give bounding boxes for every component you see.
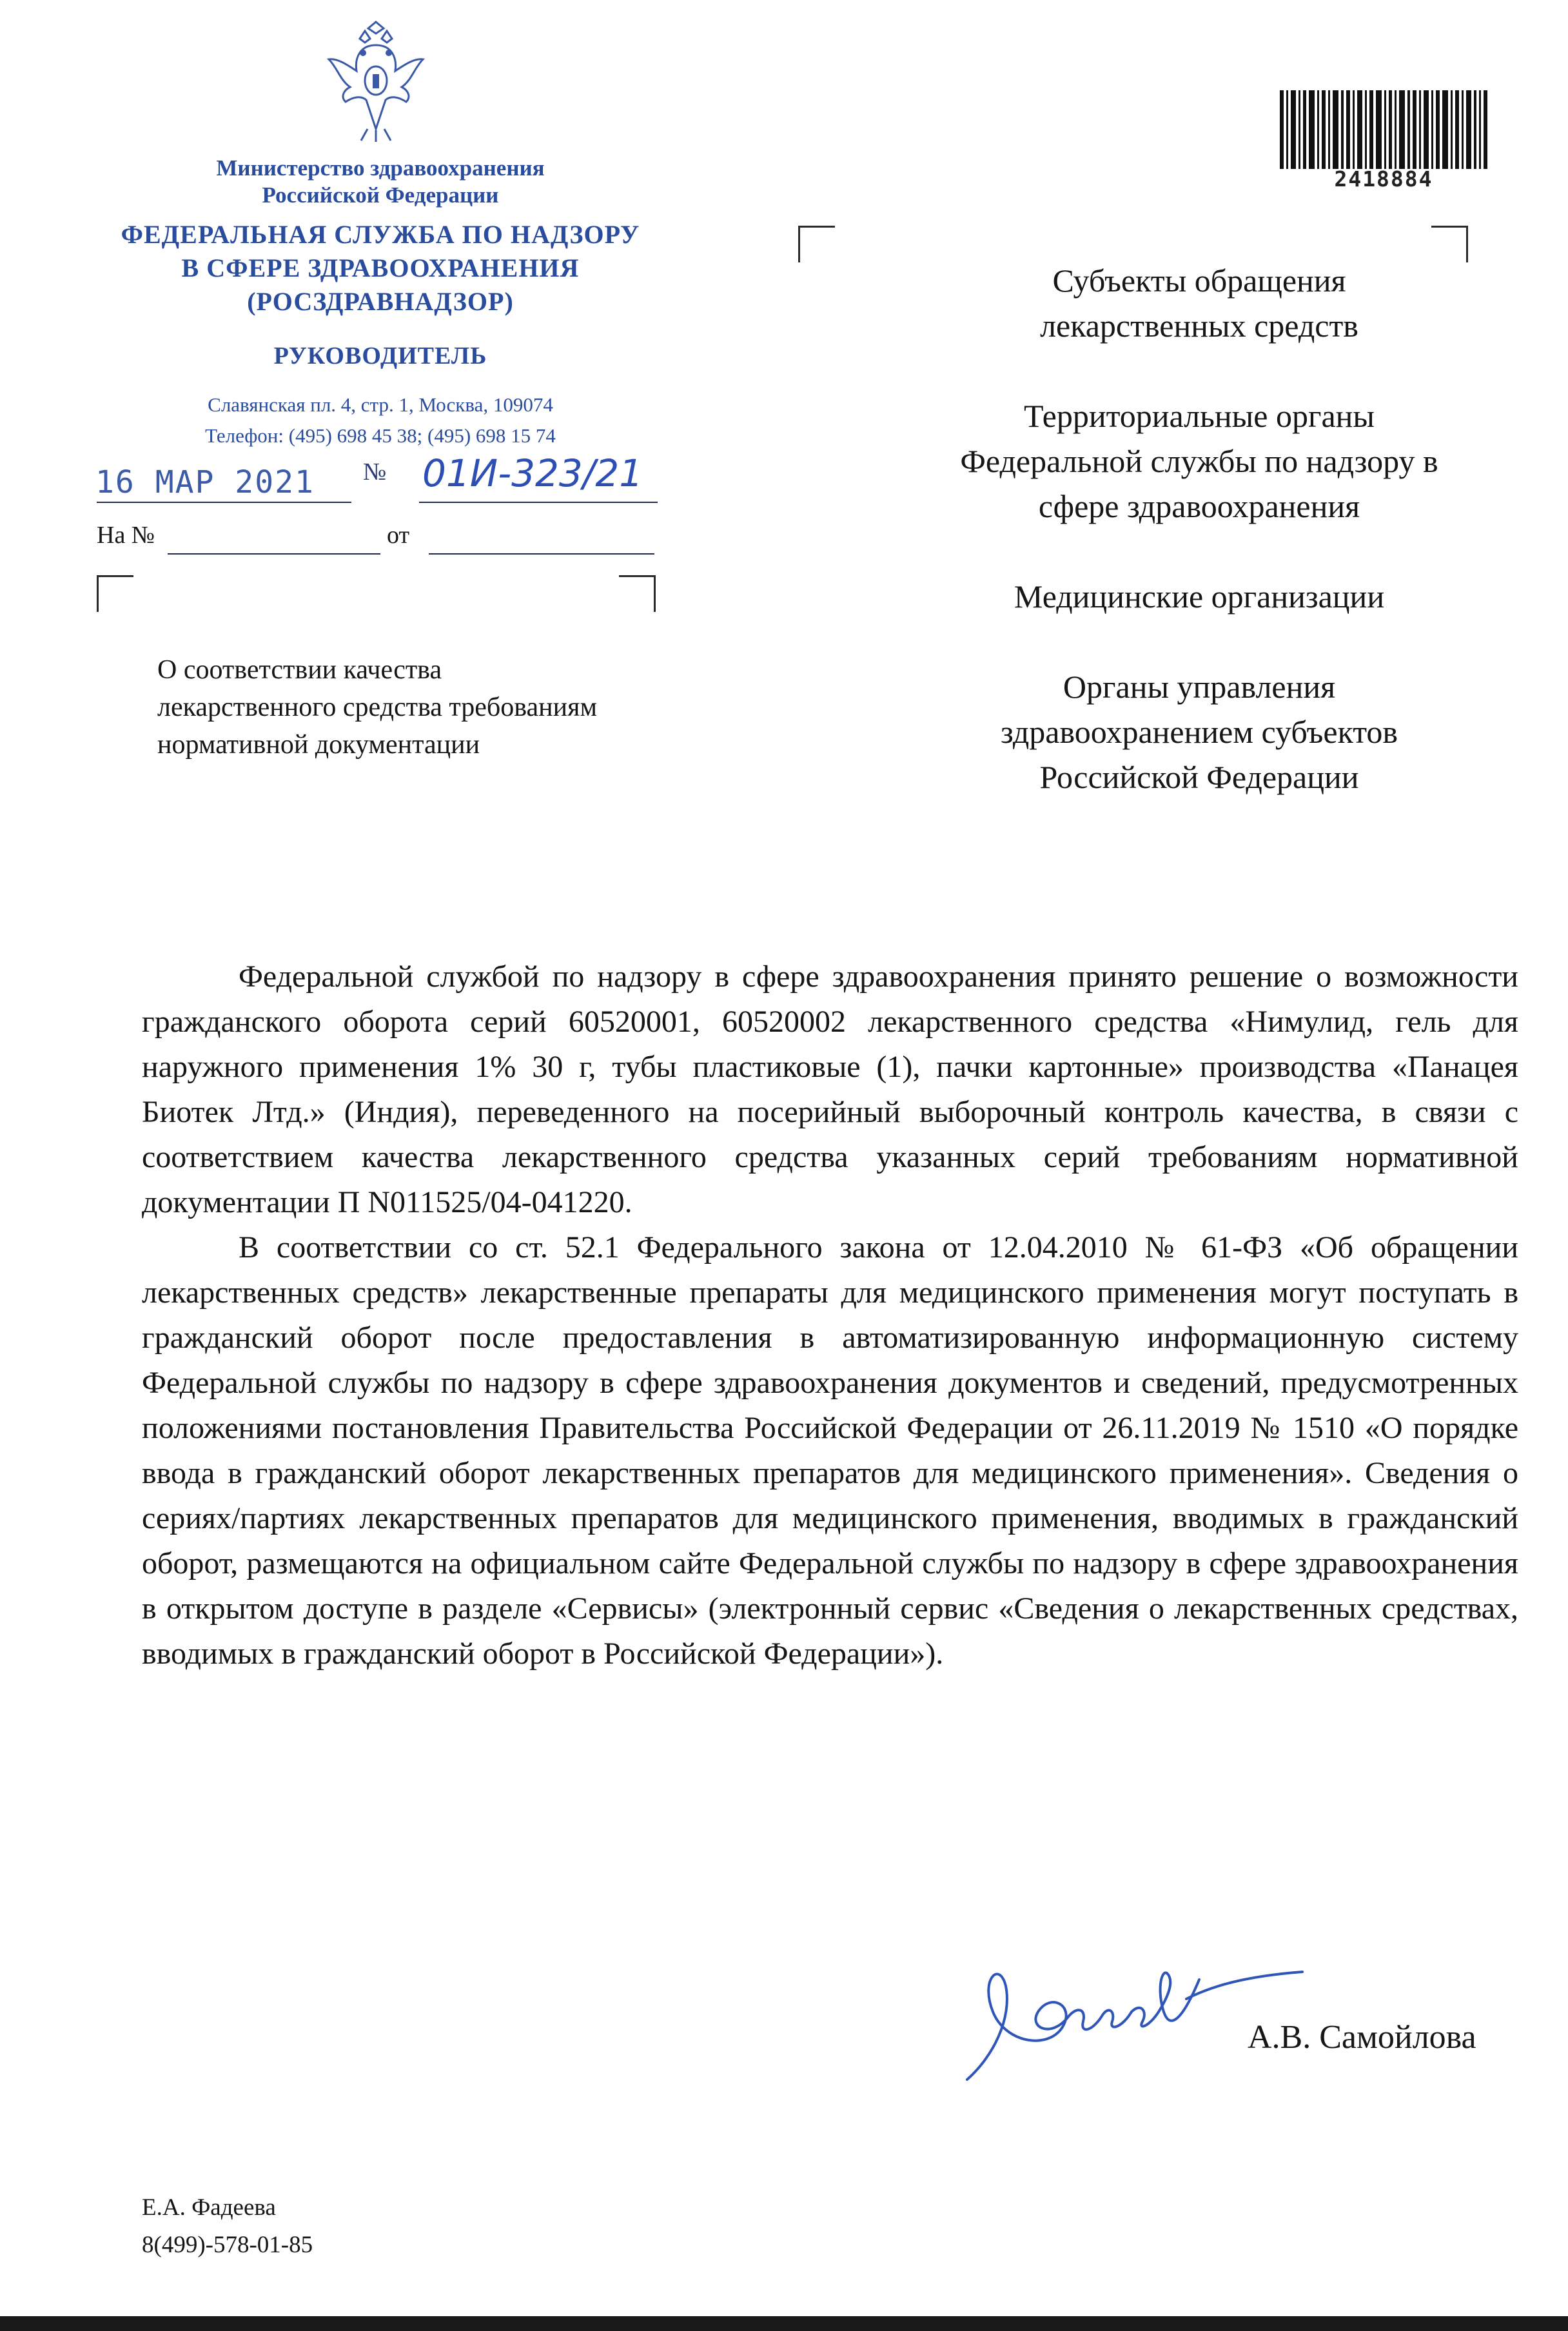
role-title: РУКОВОДИТЕЛЬ	[273, 342, 487, 369]
body-paragraph: Федеральной службой по надзору в сфере здравоохранения принято решение о возможности гражданского оборота серий 60520001, 60520002 лекарственного средства «Нимулид, гель для наружного применения 1% 30 г, тубы пластиковые (1), пачки картонные» производства «Панацея Биотек Лтд.» (Индия), переведенного на посерийный выборочный контроль качества, в связи с соответствием качества лекарственного средства указанных серий требованиям нормативной документации П N011525/04-041220.	[142, 959, 1518, 1219]
service-name: ФЕДЕРАЛЬНАЯ СЛУЖБА ПО НАДЗОРУ В СФЕРЕ ЗДРАВООХРАНЕНИЯ (РОСЗДРАВНАДЗОР)	[121, 220, 640, 316]
recipient-group: Медицинские организации	[1014, 578, 1385, 615]
executor: Е.А. Фадеева 8(499)-578-01-85	[142, 2194, 313, 2258]
address: Славянская пл. 4, стр. 1, Москва, 109074	[208, 393, 553, 416]
left-bracket-tr	[619, 575, 656, 612]
right-bracket-tr	[1431, 226, 1468, 262]
subject: О соответствии качества лекарственного средства требованиям нормативной документации	[157, 655, 598, 760]
coat-of-arms-icon	[321, 19, 431, 145]
signer-name: А.В. Самойлова	[1248, 2019, 1476, 2056]
recipients	[877, 258, 1522, 845]
scan-edge	[0, 2316, 1568, 2331]
reply-from-label: от	[387, 522, 410, 549]
letter-body	[142, 954, 1518, 1677]
date-stamp: 16 МАР 2021	[95, 464, 315, 500]
left-bracket-tl	[97, 575, 133, 612]
handwritten-number: 01И-323/21	[422, 451, 643, 495]
number-label: №	[363, 458, 387, 486]
recipient-group: Органы управления здравоохранением субъектов Российской Федерации	[1000, 669, 1398, 795]
barcode-number: 2418884	[1334, 166, 1433, 192]
signature-icon	[954, 1941, 1315, 2089]
barcode	[1280, 90, 1487, 169]
ministry-name: Министерство здравоохранения Российской Федерации	[216, 155, 545, 208]
body-paragraph: В соответствии со ст. 52.1 Федерального закона от 12.04.2010 № 61-ФЗ «Об обращении лекарственных средств» лекарственные препараты для медицинского применения могут поступать в гражданский оборот после предоставления в автоматизированную информационную систему Федеральной службы по надзору в сфере здравоохранения документов и сведений, предусмотренных положениями постановления Правительства Российской Федерации от 26.11.2019 № 1510 «О порядке ввода в гражданский оборот лекарственных препаратов для медицинского применения». Сведения о сериях/партиях лекарственных препаратов для медицинского применения, вводимых в гражданский оборот, размещаются на официальном сайте Федеральной службы по надзору в сфере здравоохранения в открытом доступе в разделе «Сервисы» (электронный сервис «Сведения о лекарственных средствах, вводимых в гражданский оборот в Российской Федерации»).	[142, 1230, 1518, 1671]
recipient-group: Субъекты обращения лекарственных средств	[1040, 262, 1358, 344]
right-bracket-tl	[798, 226, 835, 262]
reply-label: На №	[97, 522, 155, 549]
recipient-group: Территориальные органы Федеральной службы по надзору в сфере здравоохранения	[960, 398, 1438, 524]
phone: Телефон: (495) 698 45 38; (495) 698 15 74	[205, 424, 556, 447]
